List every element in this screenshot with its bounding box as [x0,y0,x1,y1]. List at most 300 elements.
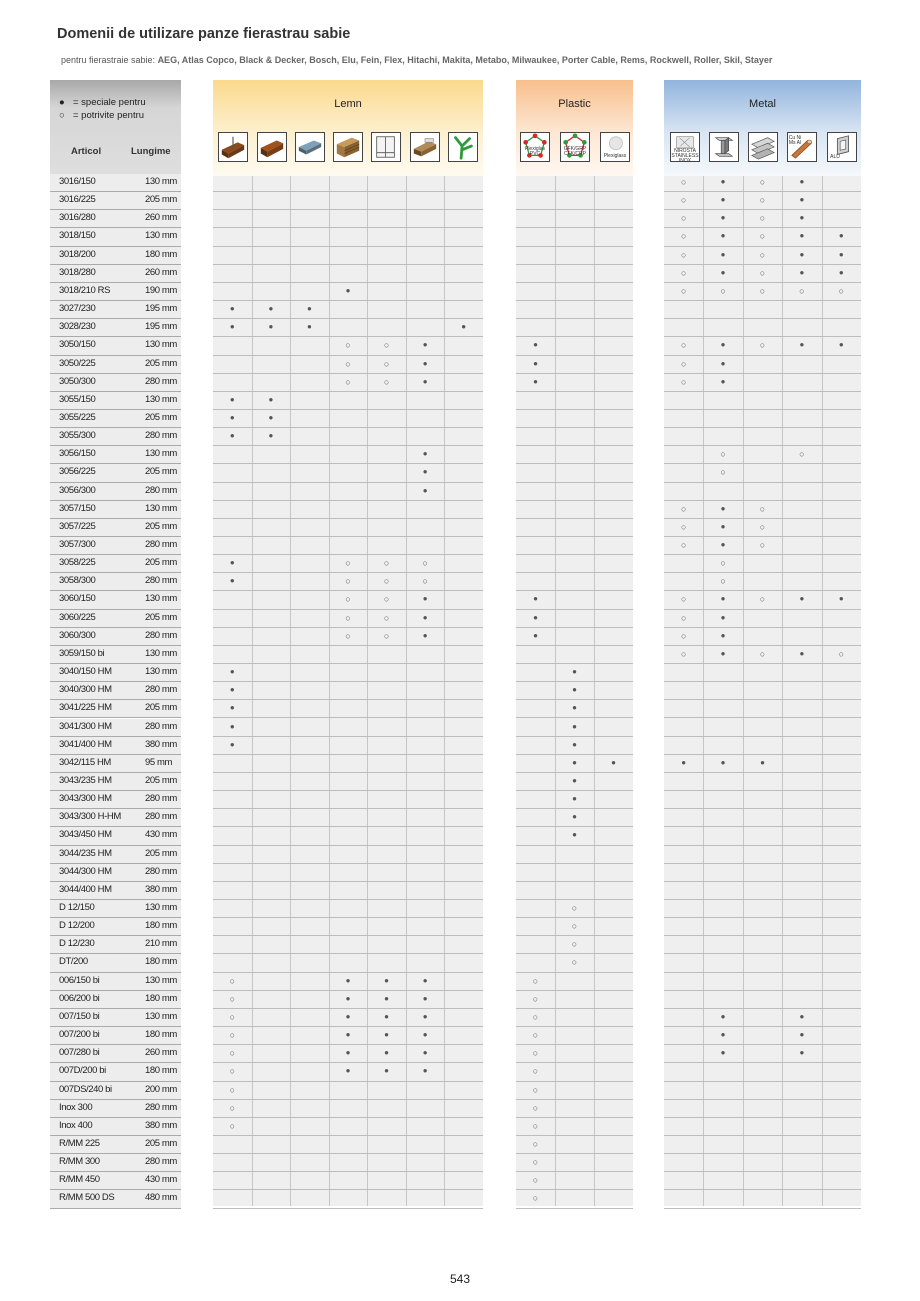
length-cell: 130 mm [145,502,177,514]
special-mark: ● [533,630,538,640]
subtitle-brands: AEG, Atlas Copco, Black & Decker, Bosch, Elu, Fein, Flex, Hitachi, Makita, Metabo, Milwaukee, Porter Cable, Rems, Rockwell, Roller, Skil, Stayer [157,55,773,65]
length-cell: 130 mm [145,339,177,351]
length-cell: 180 mm [145,1065,177,1077]
metal-row-separator [664,554,861,555]
special-mark: ● [799,231,805,241]
length-cell: 130 mm [145,393,177,405]
length-cell: 205 mm [145,520,177,532]
article-cell: 3060/225 [59,611,96,623]
length-cell: 380 mm [145,1119,177,1131]
plastic-row-separator [516,845,633,846]
article-cell: 3058/300 [59,575,96,587]
suitable-mark: ○ [383,558,390,569]
special-mark: ● [720,630,726,640]
special-mark: ● [229,304,235,314]
suitable-mark: ○ [680,648,687,659]
length-cell: 205 mm [145,702,177,714]
group-title-plastic: Plastic [558,98,591,110]
metal-row-separator [664,1099,861,1100]
special-mark: ● [720,612,726,622]
article-cell: 3044/400 HM [59,883,112,895]
length-cell: 280 mm [145,811,177,823]
sheet-metal-icon [748,132,778,162]
length-cell: 95 mm [145,756,173,768]
suitable-mark: ○ [759,648,766,659]
article-cell: 3043/450 HM [59,829,112,841]
special-mark: ● [720,195,726,205]
suitable-mark: ○ [532,1157,539,1168]
metal-row-separator [664,1081,861,1082]
lemn-row-separator [213,1081,483,1082]
suitable-mark: ○ [759,249,766,260]
length-cell: 205 mm [145,357,177,369]
lemn-row-separator [213,1189,483,1190]
suitable-mark: ○ [532,1084,539,1095]
metal-row-separator [664,736,861,737]
length-cell: 130 mm [145,902,177,913]
length-cell: 180 mm [145,920,177,932]
suitable-mark: ○ [383,358,390,369]
special-mark: ● [384,1011,390,1021]
length-cell: 280 mm [145,684,177,696]
lemn-row-separator [213,917,483,918]
special-mark: ● [720,503,726,513]
plastic-row-separator [516,191,633,192]
wood-beam-icon [257,132,287,162]
special-mark: ● [681,757,687,767]
special-mark: ● [799,195,805,205]
laminate-board-icon [295,132,325,162]
plastic-row-separator [516,318,633,319]
plastic-row-separator [516,427,633,428]
special-mark: ● [422,1030,428,1040]
article-cell: 3058/225 [59,557,96,569]
length-cell: 130 mm [145,647,177,659]
plastic-row-separator [516,409,633,410]
article-cell: 3018/280 [59,266,96,278]
page-title: Domenii de utilizare panze fierastrau sabie [57,26,351,42]
length-cell: 380 mm [145,883,177,895]
suitable-mark: ○ [229,1120,236,1131]
lemn-row-separator [213,1135,483,1136]
suitable-mark: ○ [383,630,390,641]
metal-row-separator [664,1044,861,1045]
article-cell: 3060/150 [59,593,96,605]
plastic-row-separator [516,1208,633,1209]
metal-row-separator [664,990,861,991]
article-cell: 3016/150 [59,176,96,187]
article-cell: 3040/300 HM [59,684,112,696]
article-cell: 3050/225 [59,357,96,369]
article-cell: R/MM 225 [59,1137,100,1149]
special-mark: ● [422,1048,428,1058]
lemn-row-separator [213,227,483,228]
lemn-row-separator [213,518,483,519]
special-mark: ● [422,449,428,459]
length-cell: 280 mm [145,1156,177,1168]
special-mark: ● [720,358,726,368]
suitable-mark: ○ [229,1084,236,1095]
length-cell: 195 mm [145,303,177,315]
special-mark: ● [799,648,805,658]
suitable-mark: ○ [680,213,687,224]
suitable-mark: ○ [680,503,687,514]
special-mark: ● [572,703,577,713]
wood-beam-nail-icon [218,132,248,162]
subtitle-prefix: pentru fierastraie sabie: [61,55,158,65]
special-mark: ● [799,249,805,259]
metal-row-separator [664,1008,861,1009]
plywood-stack-icon [333,132,363,162]
metal-row-separator [664,663,861,664]
lemn-row-separator [213,881,483,882]
special-mark: ● [422,485,428,495]
plastic-row-separator [516,445,633,446]
suitable-mark: ○ [838,285,844,296]
metal-row-separator [664,1026,861,1027]
article-cell: 3018/210 RS [59,284,111,296]
length-cell: 260 mm [145,212,177,224]
length-cell: 430 mm [145,1174,177,1186]
article-cell: 3057/225 [59,520,96,532]
suitable-mark: ○ [532,1066,539,1077]
metal-column-band [664,176,861,1206]
lemn-row-separator [213,699,483,700]
column-header-length: Lungime [131,146,171,157]
length-cell: 205 mm [145,1137,177,1149]
lemn-row-separator [213,645,483,646]
special-mark: ● [572,757,577,767]
suitable-mark: ○ [383,376,390,387]
article-cell: 3057/150 [59,502,96,514]
plastic-row-separator [516,300,633,301]
metal-row-separator [664,1153,861,1154]
special-mark: ● [345,1011,351,1021]
special-mark: ● [572,739,577,749]
article-cell: DT/200 [59,956,88,968]
metal-row-separator [664,1062,861,1063]
special-mark: ● [229,322,235,332]
group-title-lemn: Lemn [334,98,362,110]
article-cell: 007DS/240 bi [59,1083,112,1095]
lemn-row-separator [213,899,483,900]
article-cell: 3028/230 [59,321,96,333]
special-mark: ● [345,1048,351,1058]
article-cell: 006/150 bi [59,974,100,986]
suitable-mark: ○ [720,576,726,587]
legend-suitable-text: = potrivite pentru [73,110,145,121]
suitable-mark: ○ [680,521,687,532]
article-cell: 3060/300 [59,629,96,641]
suitable-symbol: ○ [59,110,65,121]
special-mark: ● [306,322,312,332]
article-cell: 006/200 bi [59,992,100,1004]
suitable-mark: ○ [759,540,766,550]
length-cell: 130 mm [145,230,177,242]
plastic-row-separator [516,209,633,210]
length-cell: 280 mm [145,865,177,877]
metal-row-separator [664,318,861,319]
special-mark: ● [838,249,844,259]
special-mark: ● [422,340,428,350]
article-cell: 3055/300 [59,430,96,442]
legend-special-text: = speciale pentru [73,97,146,108]
legend-special [59,97,146,108]
suitable-mark: ○ [345,576,351,587]
special-mark: ● [799,594,805,604]
special-mark: ● [720,231,726,241]
tree-branch-icon [448,132,478,162]
special-mark: ● [720,648,726,658]
article-cell: 3056/300 [59,484,96,496]
special-mark: ● [268,412,274,422]
suitable-mark: ○ [759,213,766,224]
length-cell: 205 mm [145,557,177,569]
article-cell: Inox 400 [59,1119,93,1131]
suitable-mark: ○ [759,177,766,187]
suitable-mark: ○ [571,957,578,968]
legend-suitable [59,110,144,121]
article-cell: 3043/235 HM [59,774,112,786]
metal-row-separator [664,917,861,918]
row-separator [50,1208,181,1209]
special-mark: ● [720,376,726,386]
page-number: 543 [449,1272,471,1286]
special-mark: ● [229,394,235,404]
suitable-mark: ○ [532,1138,539,1149]
article-cell: 007/200 bi [59,1029,100,1041]
article-cell: D 12/230 [59,938,95,950]
lemn-row-separator [213,1208,483,1209]
suitable-mark: ○ [422,558,428,569]
metal-row-separator [664,845,861,846]
length-cell: 430 mm [145,829,177,841]
special-mark: ● [799,267,805,277]
metal-row-separator [664,1171,861,1172]
special-mark: ● [422,612,428,622]
special-mark: ● [229,558,235,568]
length-cell: 130 mm [145,974,177,986]
special-mark: ● [572,794,577,804]
special-mark: ● [572,830,577,840]
suitable-mark: ○ [799,285,805,296]
special-mark: ● [799,1030,805,1040]
lemn-row-separator [213,246,483,247]
suitable-mark: ○ [229,1066,236,1077]
icon-label: Cu Ni Ms Al [788,135,802,146]
length-cell: 130 mm [145,448,177,460]
metal-row-separator [664,463,861,464]
special-mark: ● [422,1011,428,1021]
special-mark: ● [422,467,428,477]
suitable-mark: ○ [229,975,236,986]
special-mark: ● [533,358,538,368]
suitable-mark: ○ [680,285,687,296]
metal-column-divider [822,176,823,1206]
suitable-mark: ○ [345,558,351,569]
lemn-row-separator [213,790,483,791]
suitable-mark: ○ [571,939,578,950]
special-mark: ● [345,1030,351,1040]
lemn-row-separator [213,191,483,192]
length-cell: 280 mm [145,793,177,805]
metal-row-separator [664,790,861,791]
suitable-mark: ○ [759,195,766,206]
special-mark: ● [229,685,235,695]
column-header-article: Articol [71,146,102,157]
lemn-row-separator [213,808,483,809]
lemn-row-separator [213,264,483,265]
article-cell: 3055/150 [59,393,96,405]
length-cell: 480 mm [145,1192,177,1204]
icon-label: Plexiglas PVC [524,146,545,157]
metal-row-separator [664,953,861,954]
length-cell: 205 mm [145,774,177,786]
article-cell: 3016/225 [59,194,96,206]
lemn-row-separator [213,772,483,773]
special-mark: ● [572,812,577,822]
special-mark: ● [306,304,312,314]
special-mark: ● [572,685,577,695]
metal-row-separator [664,1189,861,1190]
group-title-metal: Metal [749,98,776,110]
special-mark: ● [838,594,844,604]
metal-row-separator [664,1135,861,1136]
suitable-mark: ○ [838,648,844,659]
length-cell: 200 mm [145,1083,177,1095]
suitable-mark: ○ [345,630,351,641]
length-cell: 280 mm [145,629,177,641]
special-mark: ● [720,594,726,604]
article-cell: 3016/280 [59,212,96,224]
suitable-mark: ○ [680,358,687,369]
special-mark: ● [720,540,726,549]
article-cell: 3027/230 [59,303,96,315]
suitable-mark: ○ [532,1048,539,1059]
metal-row-separator [664,391,861,392]
article-cell: 3050/150 [59,339,96,351]
special-mark: ● [720,1011,726,1021]
suitable-mark: ○ [532,993,539,1004]
article-cell: Inox 300 [59,1101,93,1113]
suitable-mark: ○ [680,231,687,242]
suitable-mark: ○ [345,340,351,351]
metal-column-divider [743,176,744,1206]
special-mark: ● [384,975,390,985]
special-mark: ● [572,775,577,785]
plastic-row-separator [516,881,633,882]
metal-row-separator [664,808,861,809]
length-cell: 190 mm [145,284,177,296]
special-mark: ● [799,213,805,223]
special-mark: ● [720,267,726,277]
plastic-row-separator [516,482,633,483]
length-cell: 130 mm [145,176,177,187]
length-cell: 205 mm [145,411,177,423]
suitable-mark: ○ [532,1120,539,1131]
plastic-row-separator [516,463,633,464]
suitable-mark: ○ [680,340,687,351]
suitable-mark: ○ [759,594,766,605]
metal-row-separator [664,300,861,301]
metal-row-separator [664,881,861,882]
length-cell: 205 mm [145,847,177,859]
suitable-mark: ○ [532,1030,539,1041]
icon-label: ALU [830,154,840,160]
article-cell: R/MM 450 [59,1174,100,1186]
special-mark: ● [422,975,428,985]
article-cell: 3044/300 HM [59,865,112,877]
lemn-row-separator [213,1171,483,1172]
special-mark: ● [384,1030,390,1040]
suitable-mark: ○ [532,975,539,986]
suitable-mark: ○ [422,576,428,587]
special-mark: ● [229,412,235,422]
special-mark: ● [268,322,274,332]
length-cell: 130 mm [145,1010,177,1022]
suitable-mark: ○ [345,612,351,623]
article-cell: R/MM 500 DS [59,1192,115,1204]
metal-row-separator [664,482,861,483]
legend-box [50,80,181,174]
article-cell: D 12/150 [59,902,95,913]
length-cell: 260 mm [145,1047,177,1059]
metal-row-separator [664,1208,861,1209]
suitable-mark: ○ [229,993,236,1004]
article-cell: 3059/150 bi [59,647,105,659]
plastic-row-separator [516,227,633,228]
suitable-mark: ○ [759,340,766,351]
suitable-mark: ○ [799,449,805,460]
lemn-row-separator [213,845,483,846]
subtitle [61,55,772,65]
length-cell: 260 mm [145,266,177,278]
article-cell: 3041/400 HM [59,738,112,750]
length-cell: 130 mm [145,593,177,605]
suitable-mark: ○ [229,1102,236,1113]
metal-row-separator [664,863,861,864]
lemn-row-separator [213,1153,483,1154]
suitable-mark: ○ [680,195,687,206]
suitable-mark: ○ [759,503,766,514]
article-cell: 3041/225 HM [59,702,112,714]
metal-row-separator [664,409,861,410]
special-mark: ● [838,340,844,350]
suitable-mark: ○ [571,903,578,913]
metal-row-separator [664,972,861,973]
metal-row-separator [664,899,861,900]
length-cell: 130 mm [145,666,177,678]
article-cell: 3057/300 [59,539,96,550]
special-mark: ● [422,993,428,1003]
special-mark: ● [345,1066,351,1076]
special-mark: ● [720,177,726,186]
special-mark: ● [799,1048,805,1058]
special-mark: ● [229,739,235,749]
length-cell: 280 mm [145,575,177,587]
article-cell: 3042/115 HM [59,756,111,768]
length-cell: 205 mm [145,466,177,478]
suitable-mark: ○ [759,521,766,532]
length-cell: 180 mm [145,992,177,1004]
article-cell: 3050/300 [59,375,96,387]
metal-row-separator [664,935,861,936]
special-mark: ● [799,177,805,186]
special-mark: ● [838,267,844,277]
plastic-row-separator [516,572,633,573]
plastic-row-separator [516,500,633,501]
suitable-mark: ○ [759,231,766,242]
